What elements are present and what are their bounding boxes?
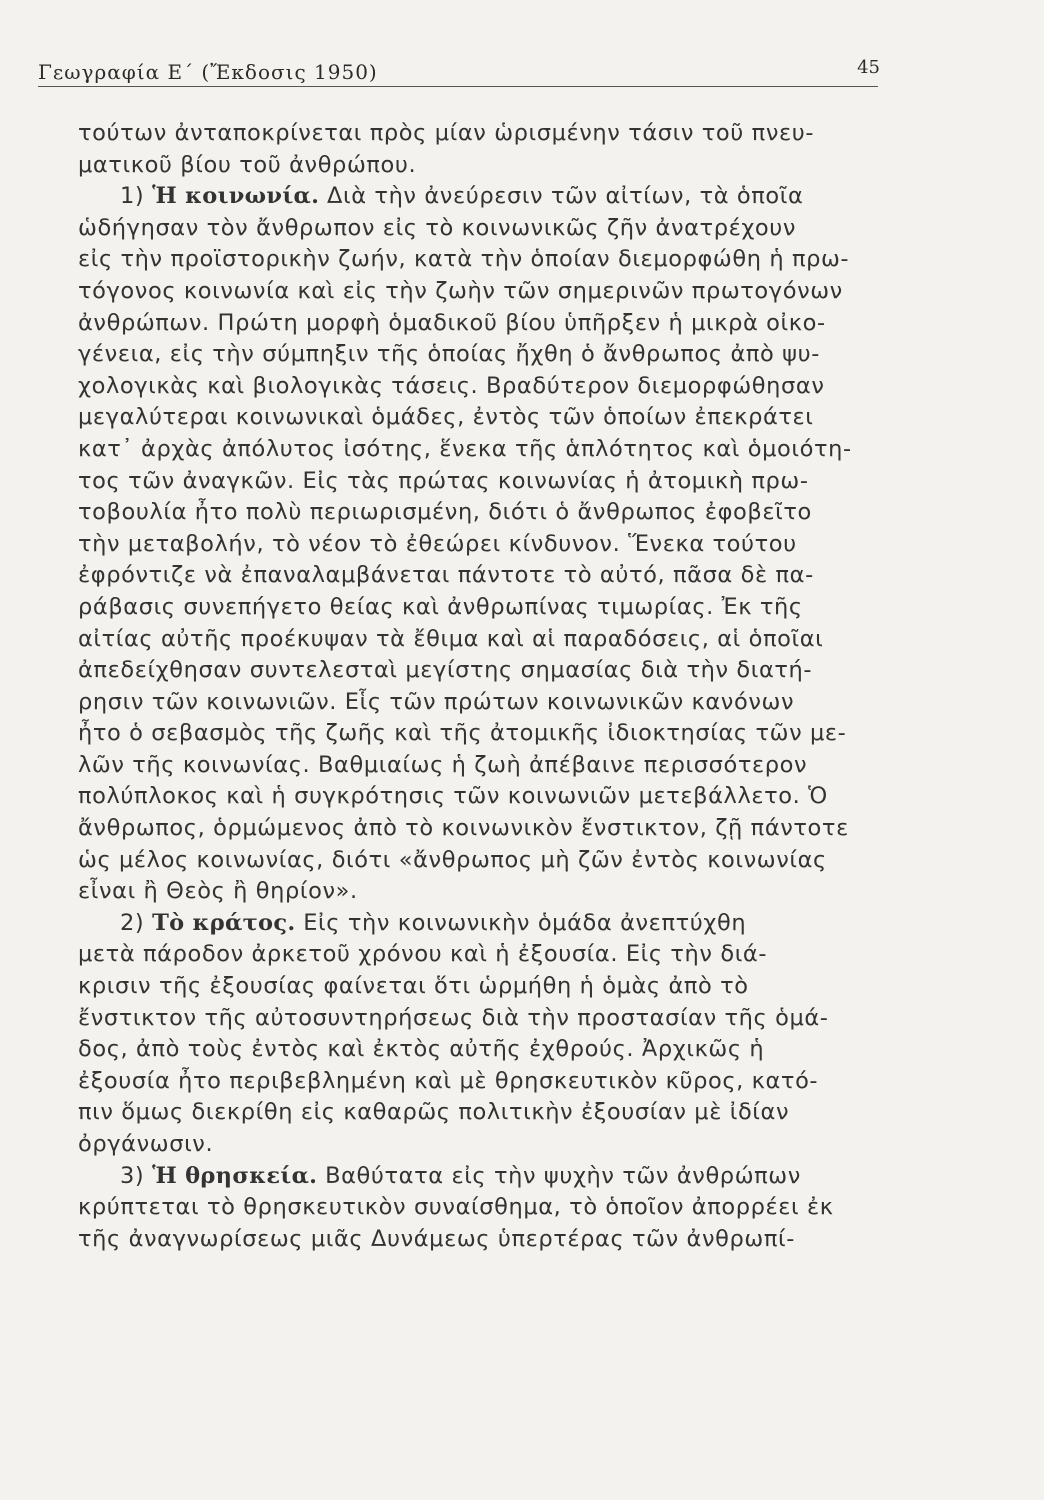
text-line: κατ᾽ ἀρχὰς ἀπόλυτος ἰσότης, ἕνεκα τῆς ἁπλότητος καὶ ὁμοιότη-: [78, 435, 852, 462]
text-line: ὡς μέλος κοινωνίας, διότι «ἄνθρωπος μὴ ζῶν ἐντὸς κοινωνίας: [78, 846, 827, 873]
text-line: ἀπεδείχθησαν συντελεσταὶ μεγίστης σημασίας διὰ τὴν διατή-: [78, 657, 813, 684]
text-line: γένεια, εἰς τὴν σύμπηξιν τῆς ὁποίας ἤχθη ὁ ἄνθρωπος ἀπὸ ψυ-: [78, 341, 820, 368]
text-line: χολογικὰς καὶ βιολογικὰς τάσεις. Βραδύτερον διεμορφώθησαν: [78, 372, 825, 399]
text-line: πολύπλοκος καὶ ἡ συγκρότησις τῶν κοινωνιῶν μετεβάλλετο. Ὁ: [78, 783, 828, 810]
text-line: ὡδήγησαν τὸν ἄνθρωπον εἰς τὸ κοινωνικῶς ζῆν ἀνατρέχουν: [78, 214, 797, 241]
text-line: τοβουλία ἦτο πολὺ περιωρισμένη, διότι ὁ ἄνθρωπος ἐφοβεῖτο: [78, 499, 812, 526]
section-first-line-text: Βαθύτατα εἰς τὴν ψυχὴν τῶν ἀνθρώπων: [325, 1162, 801, 1189]
text-line: τόγονος κοινωνία καὶ εἰς τὴν ζωὴν τῶν σημερινῶν πρωτογόνων: [78, 277, 843, 304]
text-line: ράβασις συνεπήγετο θείας καὶ ἀνθρωπίνας τιμωρίας. Ἐκ τῆς: [78, 593, 803, 620]
text-line: ἦτο ὁ σεβασμὸς τῆς ζωῆς καὶ τῆς ἀτομικῆς ἰδιοκτησίας τῶν με-: [78, 720, 847, 747]
section-religion: [78, 1161, 924, 1256]
text-line: μεγαλύτεραι κοινωνικαὶ ὁμάδες, ἐντὸς τῶν ὁποίων ἐπεκράτει: [78, 404, 814, 431]
text-line: ἄνθρωπος, ὁρμώμενος ἀπὸ τὸ κοινωνικὸν ἔνστικτον, ζῇ πάντοτε: [78, 815, 849, 842]
running-header: [38, 52, 878, 87]
text-line: μετὰ πάροδον ἀρκετοῦ χρόνου καὶ ἡ ἐξουσία. Εἰς τὴν διά-: [78, 941, 768, 968]
text-line: κρύπτεται τὸ θρησκευτικὸν συναίσθημα, τὸ ὁποῖον ἀπορρέει ἐκ: [78, 1194, 834, 1221]
page-body: [78, 118, 924, 1255]
text-line: ματικοῦ βίου τοῦ ἀνθρώπου.: [78, 151, 417, 178]
text-line: ρησιν τῶν κοινωνιῶν. Εἷς τῶν πρώτων κοινωνικῶν κανόνων: [78, 688, 795, 715]
section-first-line-text: Εἰς τὴν κοινωνικὴν ὁμάδα ἀνεπτύχθη: [303, 909, 747, 936]
section-first-line: [78, 1161, 924, 1193]
section-heading: Ἡ κοινωνία.: [152, 183, 320, 210]
text-line: πιν ὅμως διεκρίθη εἰς καθαρῶς πολιτικὴν ἐξουσίαν μὲ ἰδίαν: [78, 1099, 790, 1126]
section-first-line: [78, 908, 924, 940]
header-title: Γεωγραφία Ε΄ (Ἔκδοσις 1950): [38, 60, 378, 84]
text-line: ἐξουσία ἦτο περιβεβλημένη καὶ μὲ θρησκευτικὸν κῦρος, κατό-: [78, 1067, 819, 1094]
text-line: ὀργάνωσιν.: [78, 1131, 214, 1157]
section-society: [78, 181, 924, 908]
text-line: τῆς ἀναγνωρίσεως μιᾶς Δυνάμεως ὑπερτέρας τῶν ἀνθρωπί-: [78, 1225, 795, 1252]
section-number: 2): [120, 909, 145, 936]
text-line: εἶναι ἢ Θεὸς ἢ θηρίον».: [78, 878, 358, 905]
text-line: τος τῶν ἀναγκῶν. Εἰς τὰς πρώτας κοινωνίας ἡ ἀτομικὴ πρω-: [78, 467, 809, 494]
section-number: 1): [120, 183, 145, 210]
section-state: [78, 908, 924, 1161]
section-number: 3): [120, 1162, 145, 1189]
text-line: δος, ἀπὸ τοὺς ἐντὸς καὶ ἐκτὸς αὐτῆς ἐχθρούς. Ἀρχικῶς ἡ: [78, 1036, 765, 1063]
page-number: 45: [857, 57, 880, 78]
section-heading: Τὸ κράτος.: [152, 909, 296, 936]
text-line: κρισιν τῆς ἐξουσίας φαίνεται ὅτι ὡρμήθη ἡ ὁμὰς ἀπὸ τὸ: [78, 973, 749, 1000]
text-line: αἰτίας αὐτῆς προέκυψαν τὰ ἔθιμα καὶ αἱ παραδόσεις, αἱ ὁποῖαι: [78, 625, 824, 652]
paragraph-continuation: [78, 118, 924, 181]
section-first-line: [78, 181, 924, 213]
text-line: ἔνστικτον τῆς αὐτοσυντηρήσεως διὰ τὴν προστασίαν τῆς ὁμά-: [78, 1004, 829, 1031]
text-line: ἐφρόντιζε νὰ ἐπαναλαμβάνεται πάντοτε τὸ αὐτό, πᾶσα δὲ πα-: [78, 562, 814, 589]
text-line: τὴν μεταβολήν, τὸ νέον τὸ ἐθεώρει κίνδυνον. Ἕνεκα τούτου: [78, 530, 797, 557]
section-first-line-text: Διὰ τὴν ἀνεύρεσιν τῶν αἰτίων, τὰ ὁποῖα: [327, 183, 804, 210]
section-heading: Ἡ θρησκεία.: [152, 1162, 318, 1189]
text-line: εἰς τὴν προϊστορικὴν ζωήν, κατὰ τὴν ὁποίαν διεμορφώθη ἡ πρω-: [78, 246, 850, 273]
text-line: τούτων ἀνταποκρίνεται πρὸς μίαν ὡρισμένην τάσιν τοῦ πνευ-: [78, 120, 815, 146]
text-line: λῶν τῆς κοινωνίας. Βαθμιαίως ἡ ζωὴ ἀπέβαινε περισσότερον: [78, 751, 808, 778]
text-line: ἀνθρώπων. Πρώτη μορφὴ ὁμαδικοῦ βίου ὑπῆρξεν ἡ μικρὰ οἰκο-: [78, 309, 826, 336]
